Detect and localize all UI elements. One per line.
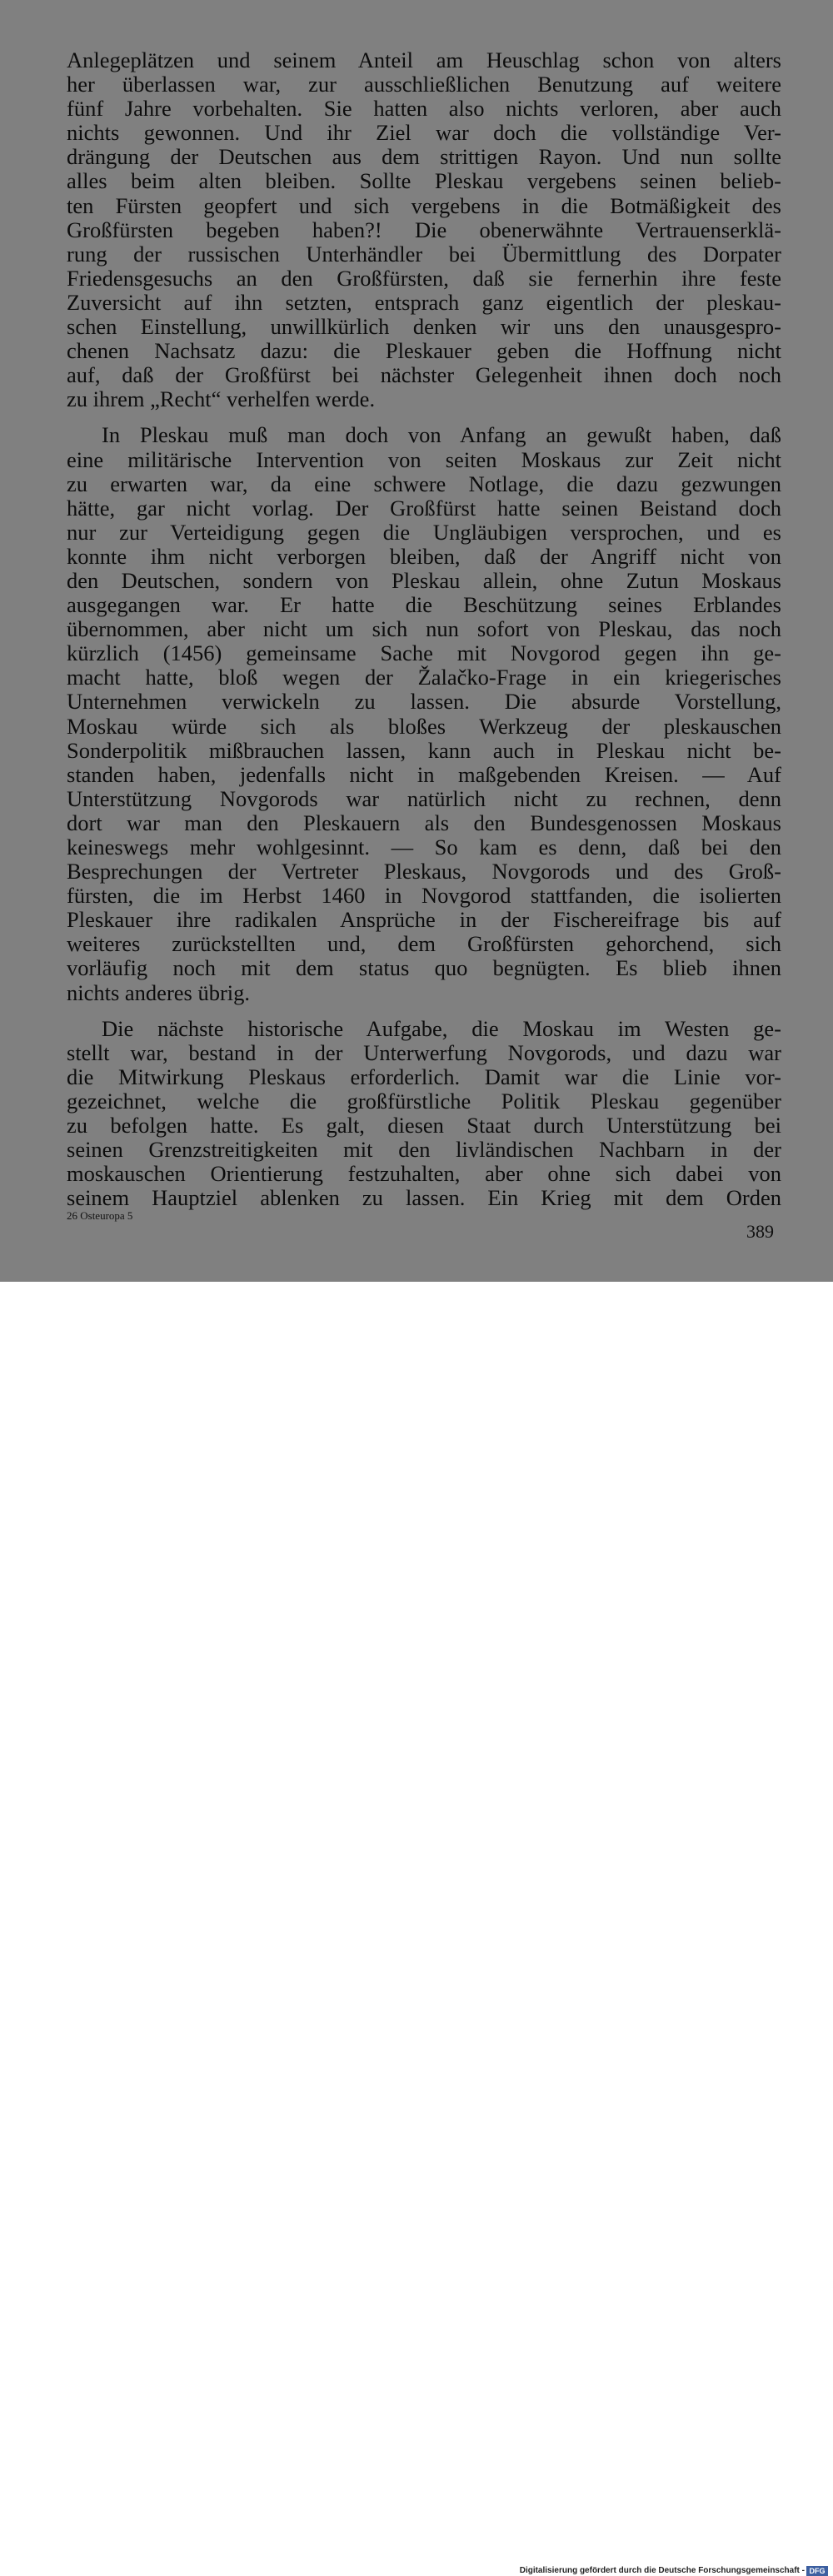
- text-line: Pleskauer ihre radikalen Ansprüche in der Fischereifrage bis auf: [67, 907, 781, 933]
- text-line: nichts gewonnen. Und ihr Ziel war doch die vollständige Ver-: [67, 120, 781, 146]
- text-line: Friedensgesuchs an den Großfürsten, daß sie fernerhin ihre feste: [67, 265, 781, 291]
- text-line: fünf Jahre vorbehalten. Sie hatten also nichts verloren, aber auch: [67, 96, 781, 122]
- text-line: vorläufig noch mit dem status quo begnügten. Es blieb ihnen: [67, 955, 781, 981]
- scanned-page: [0, 0, 833, 1282]
- text-line: nur zur Verteidigung gegen die Ungläubigen versprochen, und es: [67, 519, 781, 545]
- text-line: rung der russischen Unterhändler bei Übermittlung des Dorpater: [67, 241, 781, 267]
- text-line: konnte ihm nicht verborgen bleiben, daß der Angriff nicht von: [67, 543, 781, 569]
- paragraph: [67, 423, 781, 1004]
- text-line: weiteres zurückstellten und, dem Großfürsten gehorchend, sich: [67, 931, 781, 957]
- text-line: zu erwarten war, da eine schwere Notlage, die dazu gezwungen: [67, 471, 781, 496]
- text-line: Moskau würde sich als bloßes Werkzeug der pleskauschen: [67, 713, 781, 739]
- text-line: seinen Grenzstreitigkeiten mit den livländischen Nachbarn in der: [67, 1137, 781, 1163]
- funding-credit: Digitalisierung gefördert durch die Deutsche Forschungsgemeinschaft -: [519, 2566, 805, 2575]
- text-line: chenen Nachsatz dazu: die Pleskauer geben die Hoffnung nicht: [67, 338, 781, 364]
- paragraph-gap: [67, 1005, 781, 1017]
- text-line: dort war man den Pleskauern als den Bundesgenossen Moskaus: [67, 810, 781, 835]
- text-line: moskauschen Orientierung festzuhalten, aber ohne sich dabei von: [67, 1161, 781, 1187]
- digitization-footer: [0, 1282, 833, 2575]
- text-line: her überlassen war, zur ausschließlichen Benutzung auf weitere: [67, 72, 781, 97]
- text-line: die Mitwirkung Pleskaus erforderlich. Damit war die Linie vor-: [67, 1064, 781, 1089]
- text-line: den Deutschen, sondern von Pleskau allein, ohne Zutun Moskaus: [67, 567, 781, 593]
- text-line: drängung der Deutschen aus dem strittigen Rayon. Und nun sollte: [67, 144, 781, 170]
- text-line: ausgegangen war. Er hatte die Beschützung seines Erblandes: [67, 592, 781, 618]
- paragraph: [67, 1017, 781, 1211]
- text-line: keineswegs mehr wohlgesinnt. — So kam es denn, daß bei den: [67, 835, 781, 859]
- text-line: stellt war, bestand in der Unterwerfung Novgorods, und dazu war: [67, 1039, 781, 1065]
- text-line: alles beim alten bleiben. Sollte Pleskau vergebens seinen belieb-: [67, 168, 781, 194]
- paragraph: [67, 48, 781, 411]
- text-line: seinem Hauptziel ablenken zu lassen. Ein Krieg mit dem Orden: [67, 1185, 781, 1211]
- page-number: 389: [746, 1221, 774, 1242]
- text-line: macht hatte, bloß wegen der Žalačko-Frage in ein kriegerisches: [67, 665, 781, 690]
- text-line: standen haben, jedenfalls nicht in maßgebenden Kreisen. — Auf: [67, 761, 781, 787]
- text-line: Großfürsten begeben haben?! Die obenerwähnte Vertrauenserklä-: [67, 217, 781, 242]
- text-line: Anlegeplätzen und seinem Anteil am Heuschlag schon von alters: [67, 47, 781, 72]
- text-line: zu ihrem „Recht“ verhelfen werde.: [67, 386, 376, 412]
- text-line: gezeichnet, welche die großfürstliche Politik Pleskau gegenüber: [67, 1088, 781, 1114]
- text-line: übernommen, aber nicht um sich nun sofort von Pleskau, das noch: [67, 616, 781, 642]
- dfg-logo-icon: DFG: [806, 2566, 828, 2576]
- text-line: auf, daß der Großfürst bei nächster Gelegenheit ihnen doch noch: [67, 362, 781, 388]
- text-line: Sonderpolitik mißbrauchen lassen, kann auch in Pleskau nicht be-: [67, 737, 781, 763]
- text-line: eine militärische Intervention von seiten Moskaus zur Zeit nicht: [67, 446, 781, 472]
- text-line: Die nächste historische Aufgabe, die Moskau im Westen ge-: [102, 1015, 781, 1041]
- text-line: Zuversicht auf ihn setzten, entsprach ganz eigentlich der pleskau-: [67, 289, 781, 315]
- text-line: nichts anderes übrig.: [67, 979, 251, 1005]
- paragraph-gap: [67, 411, 781, 423]
- text-line: ten Fürsten geopfert und sich vergebens in die Botmäßigkeit des: [67, 192, 781, 218]
- text-line: hätte, gar nicht vorlag. Der Großfürst hatte seinen Beistand doch: [67, 495, 781, 521]
- text-line: Besprechungen der Vertreter Pleskaus, Novgorods und des Groß-: [67, 859, 781, 884]
- text-line: schen Einstellung, unwillkürlich denken wir uns den unausgespro-: [67, 314, 781, 340]
- text-line: fürsten, die im Herbst 1460 in Novgorod stattfanden, die isolierten: [67, 883, 781, 909]
- printer-signature: 26 Osteuropa 5: [67, 1209, 133, 1222]
- text-line: In Pleskau muß man doch von Anfang an gewußt haben, daß: [102, 422, 781, 448]
- text-line: kürzlich (1456) gemeinsame Sache mit Novgorod gegen ihn ge-: [67, 640, 781, 666]
- body-text: [67, 48, 781, 1210]
- text-line: Unternehmen verwickeln zu lassen. Die absurde Vorstellung,: [67, 689, 781, 715]
- text-line: zu befolgen hatte. Es galt, diesen Staat durch Unterstützung bei: [67, 1113, 781, 1139]
- text-line: Unterstützung Novgorods war natürlich nicht zu rechnen, denn: [67, 785, 781, 811]
